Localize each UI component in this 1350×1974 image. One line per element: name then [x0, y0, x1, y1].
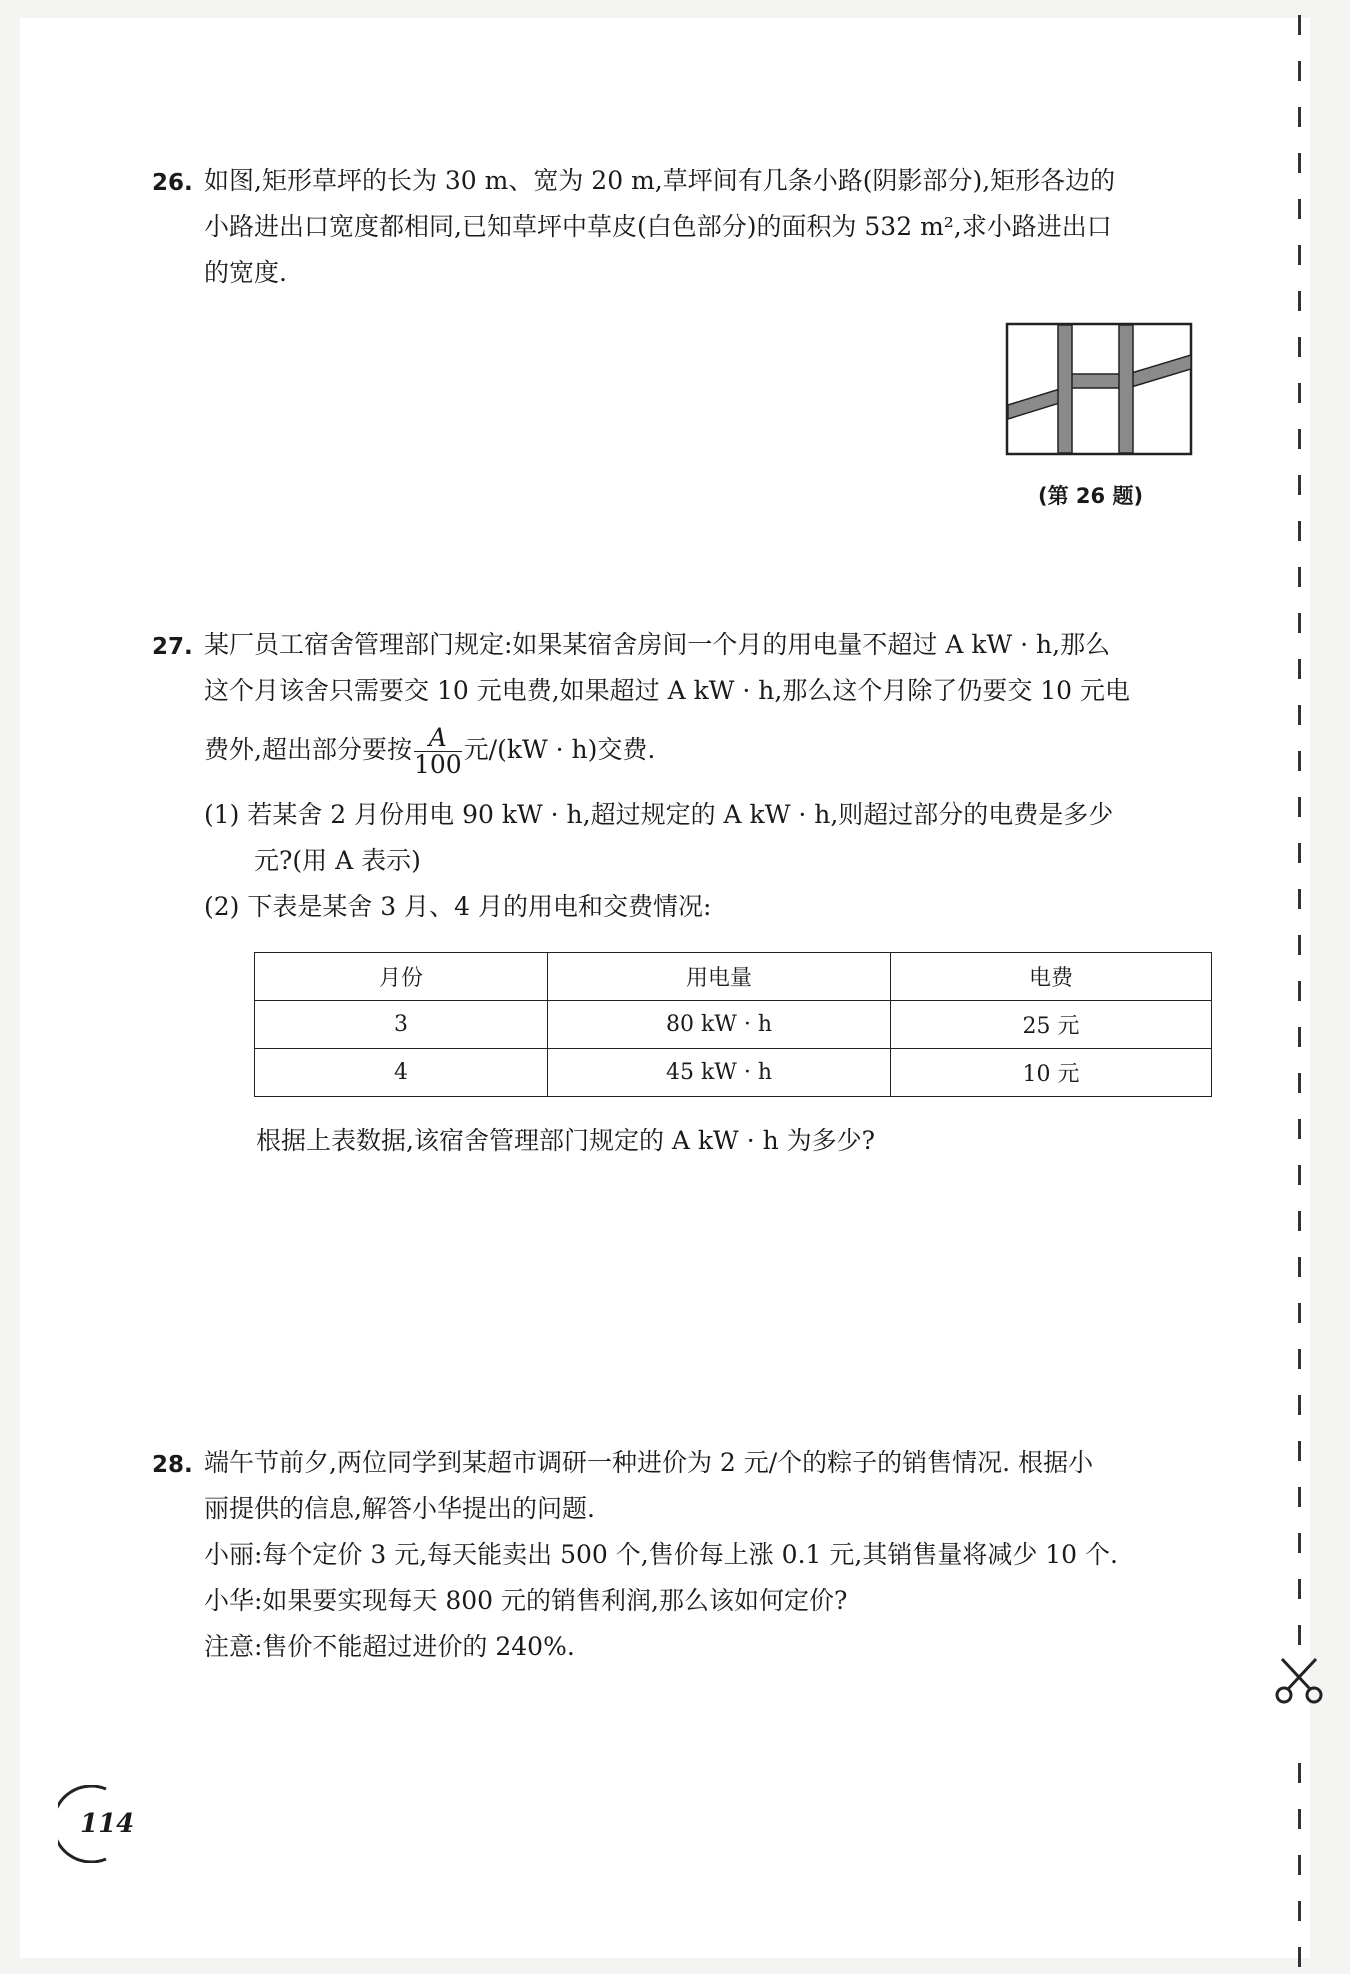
- cell-fee: 25 元: [891, 1001, 1212, 1049]
- cut-dash: [1298, 1533, 1301, 1553]
- cut-dash: [1298, 1395, 1301, 1415]
- cut-dash: [1298, 475, 1301, 495]
- text-line: 元?(用 A 表示): [254, 846, 421, 875]
- cut-dash: [1298, 1165, 1301, 1185]
- cut-dash: [1298, 521, 1301, 541]
- text-line: 的宽度.: [204, 258, 287, 287]
- cut-dash: [1298, 751, 1301, 771]
- sub-question-2: [204, 884, 1224, 930]
- cut-dash: [1298, 429, 1301, 449]
- cut-dash: [1298, 889, 1301, 909]
- cut-dash: [1298, 567, 1301, 587]
- cut-dash: [1298, 1809, 1301, 1829]
- cut-dash: [1298, 107, 1301, 127]
- question-27-prompt: [256, 1118, 1256, 1164]
- text-fragment: 费外,超出部分要按: [204, 735, 412, 764]
- fraction-denominator: 100: [413, 750, 462, 779]
- cut-dash: [1298, 613, 1301, 633]
- question-number: 27.: [152, 634, 193, 660]
- fraction: [414, 725, 462, 778]
- page-number-text: 114: [80, 1809, 135, 1839]
- cut-dash: [1298, 1073, 1301, 1093]
- cut-dash: [1298, 383, 1301, 403]
- fraction-numerator: A: [414, 725, 462, 752]
- question-text: [204, 622, 1130, 780]
- text-line-fraction: [204, 720, 1130, 780]
- scissors-icon: [1272, 1653, 1326, 1709]
- lawn-rectangle: [1007, 324, 1191, 454]
- cut-dash: [1298, 61, 1301, 81]
- text-line: 如图,矩形草坪的长为 30 m、宽为 20 m,草坪间有几条小路(阴影部分),矩形各边的: [204, 166, 1116, 195]
- cut-dash: [1298, 1579, 1301, 1599]
- text-line: 端午节前夕,两位同学到某超市调研一种进价为 2 元/个的粽子的销售情况. 根据小: [204, 1448, 1094, 1477]
- table-row: [255, 1001, 1212, 1049]
- text-fragment: 元/(kW · h)交费.: [463, 735, 656, 764]
- path-vertical-left: [1058, 325, 1072, 453]
- cell-usage: 45 kW · h: [548, 1049, 891, 1097]
- question-text: [204, 1440, 1118, 1670]
- path-vertical-right: [1119, 325, 1133, 453]
- cut-dash: [1298, 705, 1301, 725]
- header-usage: 用电量: [548, 953, 891, 1001]
- cut-dash: [1298, 291, 1301, 311]
- cut-dash: [1298, 1947, 1301, 1967]
- cut-dash: [1298, 843, 1301, 863]
- cell-month: 3: [255, 1001, 548, 1049]
- text-line: 丽提供的信息,解答小华提出的问题.: [204, 1494, 595, 1523]
- text-line: 这个月该舍只需要交 10 元电费,如果超过 A kW · h,那么这个月除了仍要交 10 元电: [204, 676, 1131, 705]
- cut-dash: [1298, 1119, 1301, 1139]
- cut-dash: [1298, 935, 1301, 955]
- cut-dash: [1298, 1441, 1301, 1461]
- cut-dash: [1298, 245, 1301, 265]
- text-line: (2) 下表是某舍 3 月、4 月的用电和交费情况:: [204, 892, 712, 921]
- cut-dash: [1298, 15, 1301, 35]
- text-line: 小华:如果要实现每天 800 元的销售利润,那么该如何定价?: [204, 1586, 848, 1615]
- sub-question-1: [204, 792, 1224, 884]
- cut-dash: [1298, 1901, 1301, 1921]
- cut-dash: [1298, 153, 1301, 173]
- cut-dash: [1298, 1257, 1301, 1277]
- cut-dash: [1298, 659, 1301, 679]
- cut-dash: [1298, 1303, 1301, 1323]
- cell-usage: 80 kW · h: [548, 1001, 891, 1049]
- text-line: 小丽:每个定价 3 元,每天能卖出 500 个,售价每上涨 0.1 元,其销售量将减少 10 个.: [204, 1540, 1118, 1569]
- cut-dash: [1298, 797, 1301, 817]
- cut-dash: [1298, 199, 1301, 219]
- text-line: 根据上表数据,该宿舍管理部门规定的 A kW · h 为多少?: [256, 1126, 876, 1155]
- figure-caption: (第 26 题): [1038, 484, 1144, 508]
- cut-dash: [1298, 1487, 1301, 1507]
- header-month: 月份: [255, 953, 548, 1001]
- text-line: 小路进出口宽度都相同,已知草坪中草皮(白色部分)的面积为 532 m²,求小路进出口: [204, 212, 1112, 241]
- table-row: [255, 1049, 1212, 1097]
- cut-dash: [1298, 1855, 1301, 1875]
- text-line: 注意:售价不能超过进价的 240%.: [204, 1632, 575, 1661]
- cell-fee: 10 元: [891, 1049, 1212, 1097]
- text-line: 某厂员工宿舍管理部门规定:如果某宿舍房间一个月的用电量不超过 A kW · h,那么: [204, 630, 1111, 659]
- question-number: 28.: [152, 1452, 193, 1478]
- text-line: (1) 若某舍 2 月份用电 90 kW · h,超过规定的 A kW · h,则超过部分的电费是多少: [204, 800, 1114, 829]
- page-number: [58, 1785, 135, 1863]
- question-number: 26.: [152, 170, 193, 196]
- question-text: [204, 158, 1115, 296]
- cut-dash: [1298, 981, 1301, 1001]
- fee-table: [254, 952, 1212, 1097]
- header-fee: 电费: [891, 953, 1212, 1001]
- cut-dash: [1298, 1763, 1301, 1783]
- cut-dash: [1298, 337, 1301, 357]
- cut-dash: [1298, 1211, 1301, 1231]
- lawn-figure: [1005, 322, 1195, 458]
- cut-dash: [1298, 1349, 1301, 1369]
- table-header-row: [255, 953, 1212, 1001]
- cut-dash: [1298, 1625, 1301, 1645]
- cut-dash: [1298, 1027, 1301, 1047]
- cell-month: 4: [255, 1049, 548, 1097]
